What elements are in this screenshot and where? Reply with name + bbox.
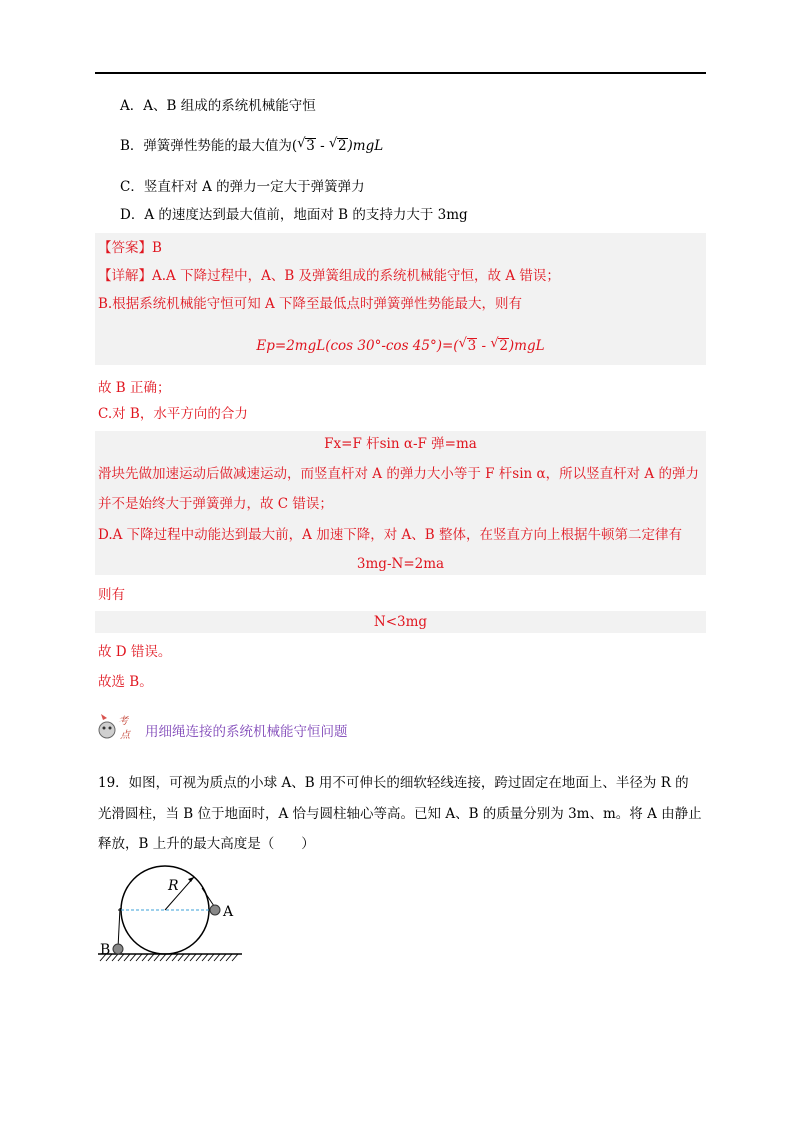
answer-label: 【答案】B	[98, 240, 162, 256]
formula-n: 3mg-N=2ma	[356, 556, 445, 572]
detail-b: B.根据系统机械能守恒可知 A 下降至最低点时弹簧弹性势能最大，则有	[98, 296, 523, 312]
q19-line-3: 释放，B 上升的最大高度是（ ）	[98, 836, 315, 852]
kaodian-icon	[94, 710, 146, 744]
formula-ep	[95, 336, 706, 356]
formula-ep-suffix: )mgL	[508, 338, 545, 354]
label-a: A	[223, 904, 234, 920]
option-c: C．竖直杆对 A 的弹力一定大于弹簧弹力	[120, 179, 365, 195]
sqrt-3: √ 3	[297, 136, 315, 154]
ball-b	[113, 944, 123, 954]
option-a: A．A、B 组成的系统机械能守恒	[120, 98, 316, 114]
option-b-prefix: B．弹簧弹性势能的最大值为(	[120, 138, 298, 154]
label-b: B	[100, 942, 111, 958]
q19-line-2: 光滑圆柱，当 B 位于地面时，A 恰与圆柱轴心等高。已知 A、B 的质量分别为 3m、m。将 A 由静止	[98, 806, 702, 822]
formula-fx: Fx=F 杆sin α-F 弹=ma	[324, 436, 477, 452]
q19-line-1: 19．如图，可视为质点的小球 A、B 用不可伸长的细软轻线连接，跨过固定在地面上、半径为 R 的	[98, 775, 689, 791]
choose-b: 故选 B。	[98, 674, 153, 690]
c-detail-2: 并不是始终大于弹簧弹力，故 C 错误；	[98, 496, 333, 512]
option-b-suffix: )mgL	[347, 138, 384, 154]
header-rule	[95, 72, 706, 74]
ground-hatch	[100, 954, 238, 961]
d-detail: D.A 下降过程中动能达到最大前，A 加速下降，对 A、B 整体，在竖直方向上根据牛顿第二定律有	[98, 527, 682, 543]
formula-ep-prefix: Ep=2mgL(cos 30°-cos 45°)=(	[256, 338, 459, 354]
ball-a	[210, 905, 220, 915]
c-intro: C.对 B，水平方向的合力	[98, 406, 248, 422]
option-d: D．A 的速度达到最大值前，地面对 B 的支持力大于 3mg	[120, 207, 468, 223]
radius-arrowhead	[188, 877, 194, 882]
sqrt-3: √ 3	[458, 336, 477, 354]
sqrt-2: √ 2	[328, 136, 347, 154]
d-wrong: 故 D 错误。	[98, 644, 172, 660]
option-b	[120, 136, 383, 156]
q19-figure	[92, 858, 252, 972]
kaodian-text: 用细绳连接的系统机械能守恒问题	[145, 724, 348, 740]
c-detail-1: 滑块先做加速运动后做减速运动，而竖直杆对 A 的弹力大小等于 F 杆sin α，所以竖直杆对 A 的弹力	[98, 466, 699, 482]
formula-n-lt: N<3mg	[373, 614, 428, 630]
minus-sign: -	[320, 138, 325, 154]
minus-sign: -	[481, 338, 487, 354]
detail-a: 【详解】A.A 下降过程中，A、B 及弹簧组成的系统机械能守恒，故 A 错误；	[98, 268, 560, 284]
kaodian-char-2: 点	[120, 730, 130, 741]
b-correct: 故 B 正确；	[98, 380, 171, 396]
kaodian-char-1: 考	[118, 716, 128, 727]
sqrt-2: √ 2	[490, 336, 508, 354]
string-left	[118, 908, 120, 948]
then-text: 则有	[98, 587, 125, 603]
label-r: R	[168, 878, 179, 894]
